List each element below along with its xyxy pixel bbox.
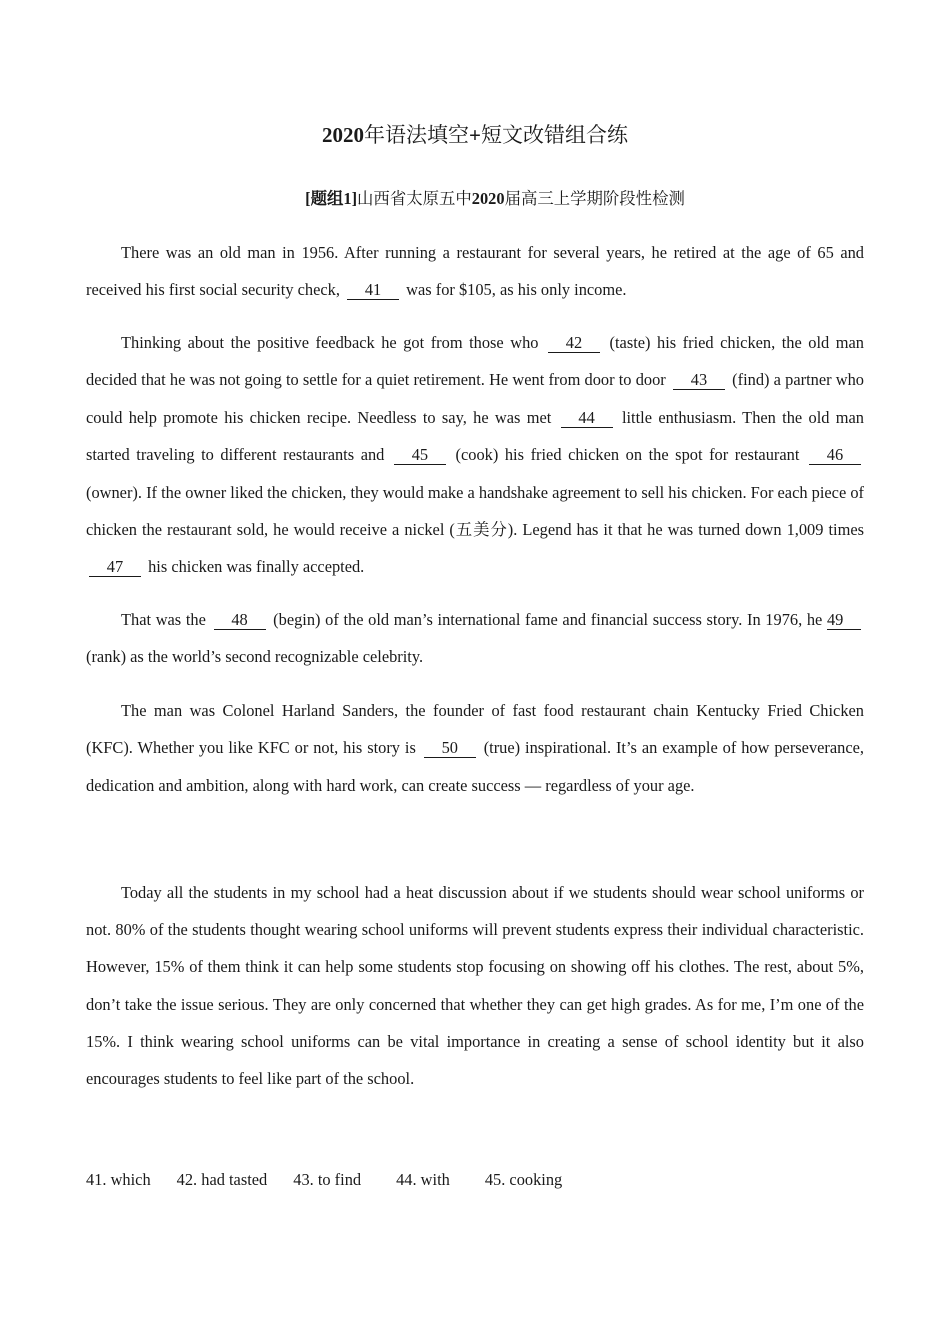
title-year: 2020 [322,123,365,147]
answer-41: 41. which [86,1170,151,1189]
answer-44: 44. with [396,1170,450,1189]
subtitle-rest: 届高三上学期阶段性检测 [504,189,685,208]
blank-49: 49 [827,611,861,630]
answer-42: 42. had tasted [176,1170,268,1189]
answer-key [86,1168,562,1192]
title-text-2: 短文改错组合练 [480,123,628,147]
paragraph-2: Thinking about the positive feedback he got from those who 42 (taste) his fried chicken, the old man decided that he was not going to settle for a quiet retirement. He went from door to door 43 (find) a partner who could help promote his chicken recipe. Needless to say, he was met 44 little enthusiasm. Then the old man started traveling to different restaurants and 45 (cook) his fried chicken on the spot for restaurant 46 (owner). If the owner liked the chicken, they would make a handshake agreement to sell his chicken. For each piece of chicken the restaurant sold, he would receive a nickel (五美分). Legend has it that he was turned down 1,009 times 47 his chicken was finally accepted. [86,333,864,577]
title-text-1: 年语法填空 [364,123,470,147]
blank-50: 50 [424,739,476,758]
paragraph-1: There was an old man in 1956. After running a restaurant for several years, he retired at the age of 65 and received his first social security check, 41 was for $105, as his only income. [86,243,864,300]
page-subtitle [0,186,950,212]
answer-45: 45. cooking [484,1170,563,1189]
paragraph-3: That was the 48 (begin) of the old man’s international fame and financial success story. In 1976, he 49 (rank) as the world’s second recognizable celebrity. [86,601,864,676]
blank-41: 41 [347,281,399,300]
subtitle-num: 1] [343,189,358,208]
blank-47: 47 [89,558,141,577]
subtitle-year: 2020 [471,189,505,208]
blank-44: 44 [561,409,613,428]
paragraph-4: The man was Colonel Harland Sanders, the founder of fast food restaurant chain Kentucky Fried Chicken (KFC). Whether you like KFC or not, his story is 50 (true) inspirational. It’s an example of how perseverance, dedication and ambition, along with hard work, can create success — regardless of your age. [86,701,864,795]
error-correction-passage: Today all the students in my school had a heat discussion about if we students should wear school uniforms or not. 80% of the students thought wearing school uniforms will prevent students express their individual characteristic. However, 15% of them think it can help some students stop focusing on showing off his clothes. The rest, about 5%, don’t take the issue serious. They are only concerned that whether they can get high grades. As for me, I’m one of the 15%. I think wearing school uniforms can be vital importance in creating a sense of school identity but it also encourages students to feel like part of the school. [86,883,864,1089]
blank-46: 46 [809,446,861,465]
blank-48: 48 [214,611,266,630]
blank-45: 45 [394,446,446,465]
blank-42: 42 [548,334,600,353]
blank-43: 43 [673,371,725,390]
subtitle-school: 山西省太原五中 [357,189,472,208]
answer-43: 43. to find [293,1170,362,1189]
page-title [0,120,950,150]
subtitle-bracket: [题组 [305,189,344,208]
title-plus: + [469,123,481,147]
